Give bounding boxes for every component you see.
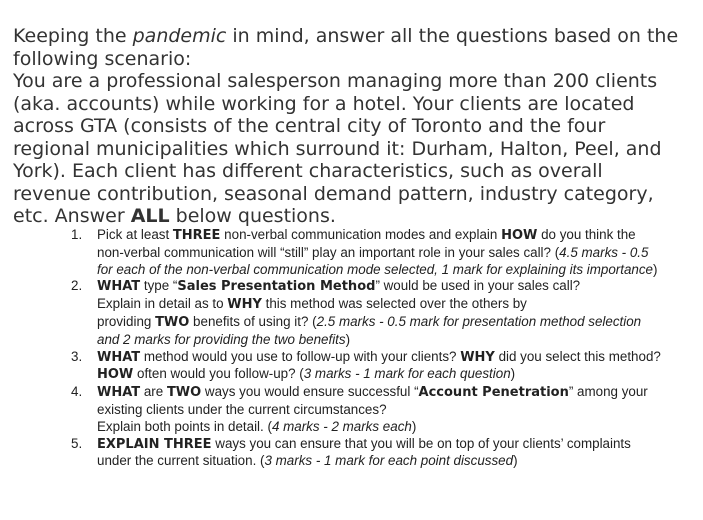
question-text: providing (97, 313, 156, 329)
keyword: Sales Presentation Method (177, 279, 376, 295)
marks-note: 3 marks - 1 mark for each point discussed (264, 453, 514, 469)
marks-note: 4.5 marks - 0.5 for each of the non-verbal communication mode selected, 1 mark for explaining its importance (97, 244, 653, 277)
question-text: did you select this method? (494, 348, 661, 364)
keyword: WHAT (97, 349, 141, 365)
marks-note: 2.5 marks - 0.5 mark for presentation method selection and 2 marks for providing the two benefits (97, 313, 642, 347)
question-1 (0, 227, 703, 278)
question-text: Explain in detail as to (97, 296, 228, 312)
question-text: ) (411, 418, 417, 434)
question-text: ) (653, 261, 658, 277)
marks-note: 3 marks - 1 mark for each question (303, 366, 511, 382)
question-text: ) (345, 331, 351, 347)
scenario-text: You are a professional salesperson managing more than 200 clients (aka. accounts) while working for a hotel. Your clients are located across GTA (consists of the central city of Toronto and the four regional municipalities which surround it: Durham, Halton, Peel, and York). Each client has different characteristics, such as overall revenue contribution, seasonal demand pattern, industry category, etc. Answer (13, 70, 662, 227)
keyword: WHAT (97, 279, 141, 295)
question-line (97, 296, 663, 314)
marks-note: 4 marks - 2 marks each (271, 418, 412, 434)
question-text: benefits of using it? ( (189, 313, 317, 329)
all-emphasis: ALL (130, 205, 170, 227)
question-text: are (140, 384, 167, 400)
instruction-text: Keeping the (13, 25, 133, 47)
question-text: this method was selected over the others by (261, 296, 527, 312)
question-number: 3. (71, 348, 83, 364)
question-text: ) (513, 453, 518, 469)
keyword: EXPLAIN THREE (97, 436, 212, 452)
keyword: HOW (501, 228, 538, 243)
keyword: WHY (227, 297, 262, 313)
question-text: non-verbal communication modes and explain (220, 227, 502, 242)
keyword: HOW (97, 367, 134, 383)
question-5 (0, 436, 703, 471)
question-4 (0, 384, 703, 435)
question-text: ways you would ensure successful “ (201, 384, 419, 400)
keyword: Account Penetration (418, 385, 569, 401)
keyword: TWO (166, 385, 202, 401)
question-number: 5. (71, 435, 83, 451)
scenario-text-end: below questions. (169, 205, 336, 227)
question-line (97, 419, 663, 436)
question-number: 1. (71, 227, 83, 242)
question-number: 4. (71, 384, 83, 400)
questions-list (0, 227, 703, 470)
question-text: Explain both points in detail. ( (97, 418, 272, 434)
scenario-intro (13, 25, 681, 228)
scenario-paragraph (13, 70, 681, 228)
instruction-text-end: in mind, answer all the questions based on the following scenario: (13, 25, 679, 70)
keyword: THREE (172, 228, 221, 243)
question-number: 2. (71, 278, 83, 294)
question-text: do you think the non-verbal communication will “still” play an important role in your sales call? ( (97, 227, 636, 260)
instruction-line (13, 25, 681, 70)
question-text: Pick at least (97, 227, 173, 242)
question-text: often would you follow-up? ( (133, 366, 304, 382)
question-text: ” would be used in your sales call? (375, 278, 581, 294)
question-text: ways you can ensure that you will be on top of your clients’ complaints under the current situation. ( (97, 435, 631, 469)
question-text: ) (510, 366, 516, 382)
question-text: method would you use to follow-up with your clients? (140, 348, 461, 364)
pandemic-emphasis: pandemic (132, 25, 227, 47)
question-text: ” among your existing clients under the current circumstances? (97, 384, 648, 417)
question-3 (0, 349, 703, 385)
question-text: type “ (140, 278, 178, 294)
keyword: WHAT (97, 385, 141, 401)
keyword: WHY (460, 349, 495, 365)
keyword: TWO (155, 314, 190, 330)
question-2 (0, 278, 703, 348)
